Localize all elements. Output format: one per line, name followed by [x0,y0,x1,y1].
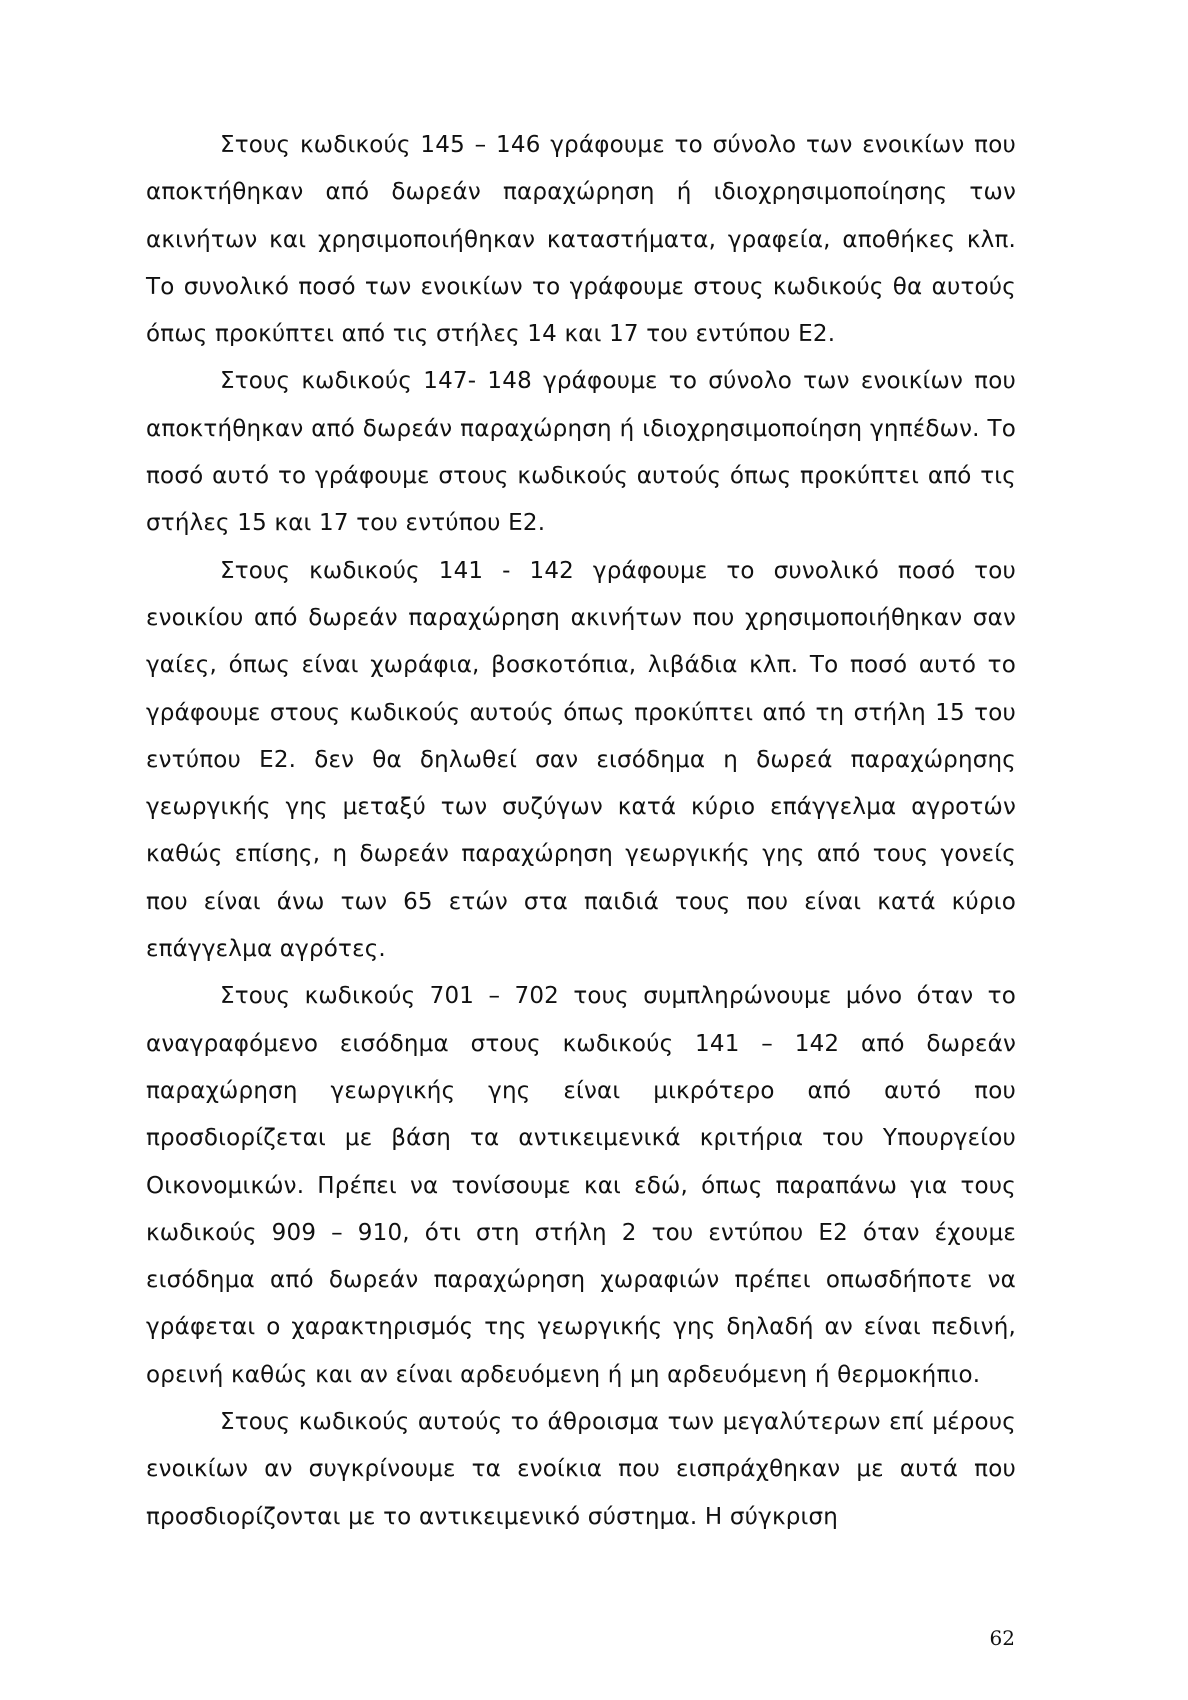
paragraph-codes-701-702: Στους κωδικούς 701 – 702 τους συμπληρώνουμε μόνο όταν το αναγραφόμενο εισόδημα στους κωδικούς 141 – 142 από δωρεάν παραχώρηση γεωργικής γης είναι μικρότερο από αυτό που προσδιορίζεται με βάση τα αντικειμενικά κριτήρια του Υπουργείου Οικονομικών. Πρέπει να τονίσουμε και εδώ, όπως παραπάνω για τους κωδικούς 909 – 910, ότι στη στήλη 2 του εντύπου Ε2 όταν έχουμε εισόδημα από δωρεάν παραχώρηση χωραφιών πρέπει οπωσδήποτε να γράφεται ο χαρακτηρισμός της γεωργικής γης δηλαδή αν είναι πεδινή, ορεινή καθώς και αν είναι αρδευόμενη ή μη αρδευόμενη ή θερμοκήπιο. [146,983,1016,1388]
body-text [146,122,1016,1541]
paragraph-codes-147-148: Στους κωδικούς 147- 148 γράφουμε το σύνολο των ενοικίων που αποκτήθηκαν από δωρεάν παραχώρηση ή ιδιοχρησιμοποίηση γηπέδων. Το ποσό αυτό το γράφουμε στους κωδικούς αυτούς όπως προκύπτει από τις στήλες 15 και 17 του εντύπου Ε2. [146,368,1016,537]
paragraph-rent-comparison: Στους κωδικούς αυτούς το άθροισμα των μεγαλύτερων επί μέρους ενοικίων αν συγκρίνουμε τα ενοίκια που εισπράχθηκαν με αυτά που προσδιορίζονται με το αντικειμενικό σύστημα. Η σύγκριση [146,1409,1016,1530]
paragraph-codes-145-146: Στους κωδικούς 145 – 146 γράφουμε το σύνολο των ενοικίων που αποκτήθηκαν από δωρεάν παραχώρηση ή ιδιοχρησιμοποίησης των ακινήτων και χρησιμοποιήθηκαν καταστήματα, γραφεία, αποθήκες κλπ. Το συνολικό ποσό των ενοικίων το γράφουμε στους κωδικούς θα αυτούς όπως προκύπτει από τις στήλες 14 και 17 του εντύπου Ε2. [146,132,1016,348]
page-number: 62 [989,1626,1015,1650]
paragraph-codes-141-142: Στους κωδικούς 141 - 142 γράφουμε το συνολικό ποσό του ενοικίου από δωρεάν παραχώρηση ακινήτων που χρησιμοποιήθηκαν σαν γαίες, όπως είναι χωράφια, βοσκοτόπια, λιβάδια κλπ. Το ποσό αυτό το γράφουμε στους κωδικούς αυτούς όπως προκύπτει από τη στήλη 15 του εντύπου Ε2. δεν θα δηλωθεί σαν εισόδημα η δωρεά παραχώρησης γεωργικής γης μεταξύ των συζύγων κατά κύριο επάγγελμα αγροτών καθώς επίσης, η δωρεάν παραχώρηση γεωργικής γης από τους γονείς που είναι άνω των 65 ετών στα παιδιά τους που είναι κατά κύριο επάγγελμα αγρότες. [146,557,1016,963]
